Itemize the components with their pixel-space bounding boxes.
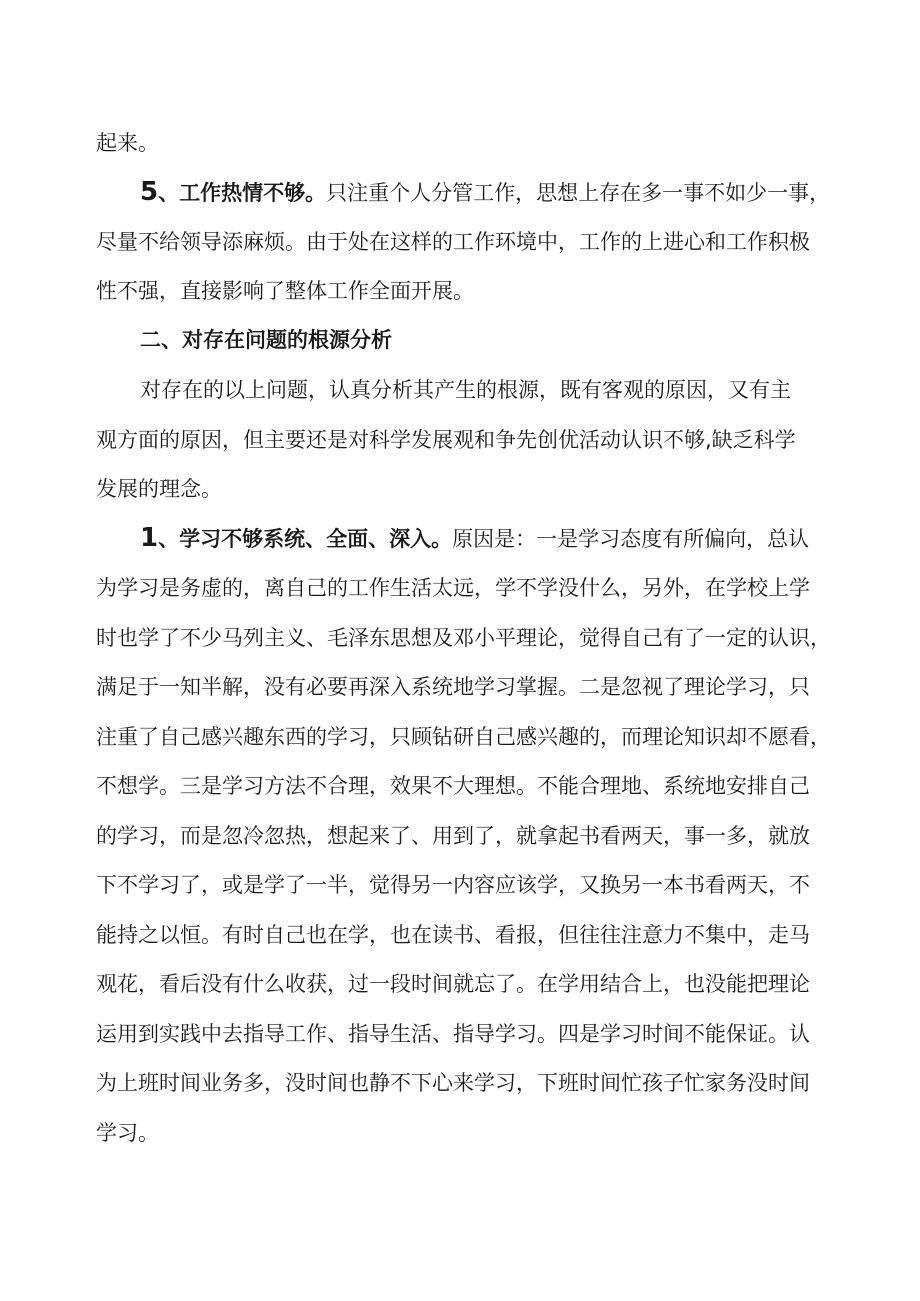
paragraph-line	[140, 172, 830, 212]
paragraph-line	[96, 123, 159, 163]
paragraph-line	[96, 667, 810, 707]
paragraph-line	[96, 222, 810, 262]
item-heading: 、学习不够系统、全面、深入。	[158, 527, 453, 551]
paragraph-line	[96, 469, 222, 509]
line-text: 性不强，直接影响了整体工作全面开展。	[96, 279, 474, 303]
line-text: 运用到实践中去指导工作、指导生活、指导学习。四是学习时间不能保证。认	[96, 1022, 810, 1046]
section-heading	[140, 320, 392, 360]
paragraph-line	[96, 1113, 159, 1153]
line-text: 学习。	[96, 1121, 159, 1145]
line-text: 的学习，而是忽冷忽热，想起来了、用到了，就拿起书看两天，事一多，就放	[96, 824, 810, 848]
paragraph-line	[96, 618, 831, 658]
paragraph-line	[96, 964, 810, 1004]
item-heading: 、工作热情不够。	[158, 181, 327, 205]
line-text: 注重了自己感兴趣东西的学习，只顾钻研自己感兴趣的，而理论知识却不愿看，	[96, 725, 831, 749]
line-text: 为学习是务虚的，离自己的工作生活太远，学不学没什么，另外，在学校上学	[96, 576, 810, 600]
line-text: 尽量不给领导添麻烦。由于处在这样的工作环境中，工作的上进心和工作积极	[96, 230, 810, 254]
paragraph-line	[96, 766, 810, 806]
paragraph-line	[96, 420, 796, 460]
paragraph-line	[96, 1014, 810, 1054]
paragraph-line	[96, 717, 831, 757]
line-text: 观方面的原因，但主要还是对科学发展观和争先创优活动认识不够,缺乏科学	[96, 428, 796, 452]
paragraph-line	[96, 915, 810, 955]
paragraph-line	[96, 816, 810, 856]
line-text: 满足于一知半解，没有必要再深入系统地学习掌握。二是忽视了理论学习，只	[96, 675, 810, 699]
line-text: 下不学习了，或是学了一半，觉得另一内容应该学，又换另一本书看两天，不	[96, 873, 810, 897]
paragraph-line	[96, 865, 810, 905]
line-text: 原因是：一是学习态度有所偏向，总认	[452, 527, 810, 551]
paragraph-line	[96, 271, 474, 311]
line-text: 只注重个人分管工作，思想上存在多一事不如少一事，	[326, 181, 831, 205]
line-text: 不想学。三是学习方法不合理，效果不大理想。不能合理地、系统地安排自己	[96, 774, 810, 798]
line-text: 能持之以恒。有时自己也在学，也在读书、看报，但往往注意力不集中，走马	[96, 923, 810, 947]
line-text: 起来。	[96, 131, 159, 155]
paragraph-line	[140, 518, 809, 558]
item-number: 5	[140, 177, 159, 207]
paragraph-line	[96, 568, 810, 608]
line-text: 时也学了不少马列主义、毛泽东思想及邓小平理论，觉得自己有了一定的认识，	[96, 626, 831, 650]
line-text: 对存在的以上问题，认真分析其产生的根源，既有客观的原因，又有主	[140, 378, 791, 402]
item-number: 1	[140, 523, 159, 553]
line-text: 观花，看后没有什么收获，过一段时间就忘了。在学用结合上，也没能把理论	[96, 972, 810, 996]
paragraph-line	[96, 1063, 810, 1103]
line-text: 为上班时间业务多，没时间也静不下心来学习，下班时间忙孩子忙家务没时间	[96, 1071, 810, 1095]
paragraph-line	[140, 370, 791, 410]
heading-text: 二、对存在问题的根源分析	[140, 328, 392, 352]
line-text: 发展的理念。	[96, 477, 222, 501]
